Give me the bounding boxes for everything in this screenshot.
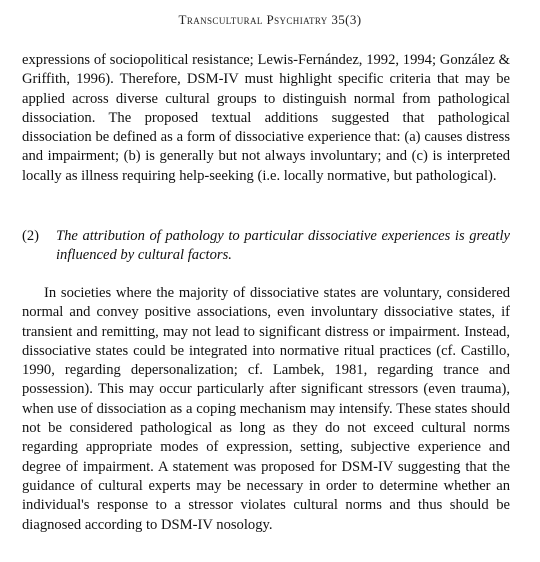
running-head: Transcultural Psychiatry 35(3) bbox=[178, 12, 362, 27]
numbered-point bbox=[22, 227, 510, 266]
point-text: The attribution of pathology to particular dissociative experiences is greatly influenced by cultural factors. bbox=[56, 228, 510, 264]
paragraph-body: In societies where the majority of dissociative states are voluntary, considered normal and convey positive associations, even involuntary dissociative states, if transient and remitting, may not lead to significant distress or impairment. Instead, dissociative states could be integrated into normative ritual practices (cf. Castillo, 1990, regarding depersonalization; cf. Lambek, 1981, regarding trance and possession). This may occur particularly after significant stressors (even trauma), when use of dissociation as a coping mechanism may intensify. These states should not be considered pathological as long as they do not exceed cultural norms regarding appropriate modes of expression, setting, subjective experience and degree of impairment. A statement was proposed for DSM-IV suggesting that the guidance of cultural experts may be necessary in order to determine whether an individual's response to a stressor violates cultural norms and thus should be diagnosed according to DSM-IV nosology. bbox=[22, 285, 510, 533]
point-number: (2) bbox=[22, 228, 40, 244]
paragraph-continuation: expressions of sociopolitical resistance; Lewis-Fernández, 1992, 1994; González & Griffith, 1996). Therefore, DSM-IV must highlight specific criteria that may be applied across diverse cultural groups to distinguish normal from pathological dissociation. The proposed textual additions suggested that pathological dissociation be defined as a form of dissociative experience that: (a) causes distress and impairment; (b) is generally but not always involuntary; and (c) is interpreted locally as illness requiring help-seeking (i.e. locally normative, but pathological). bbox=[22, 52, 510, 184]
